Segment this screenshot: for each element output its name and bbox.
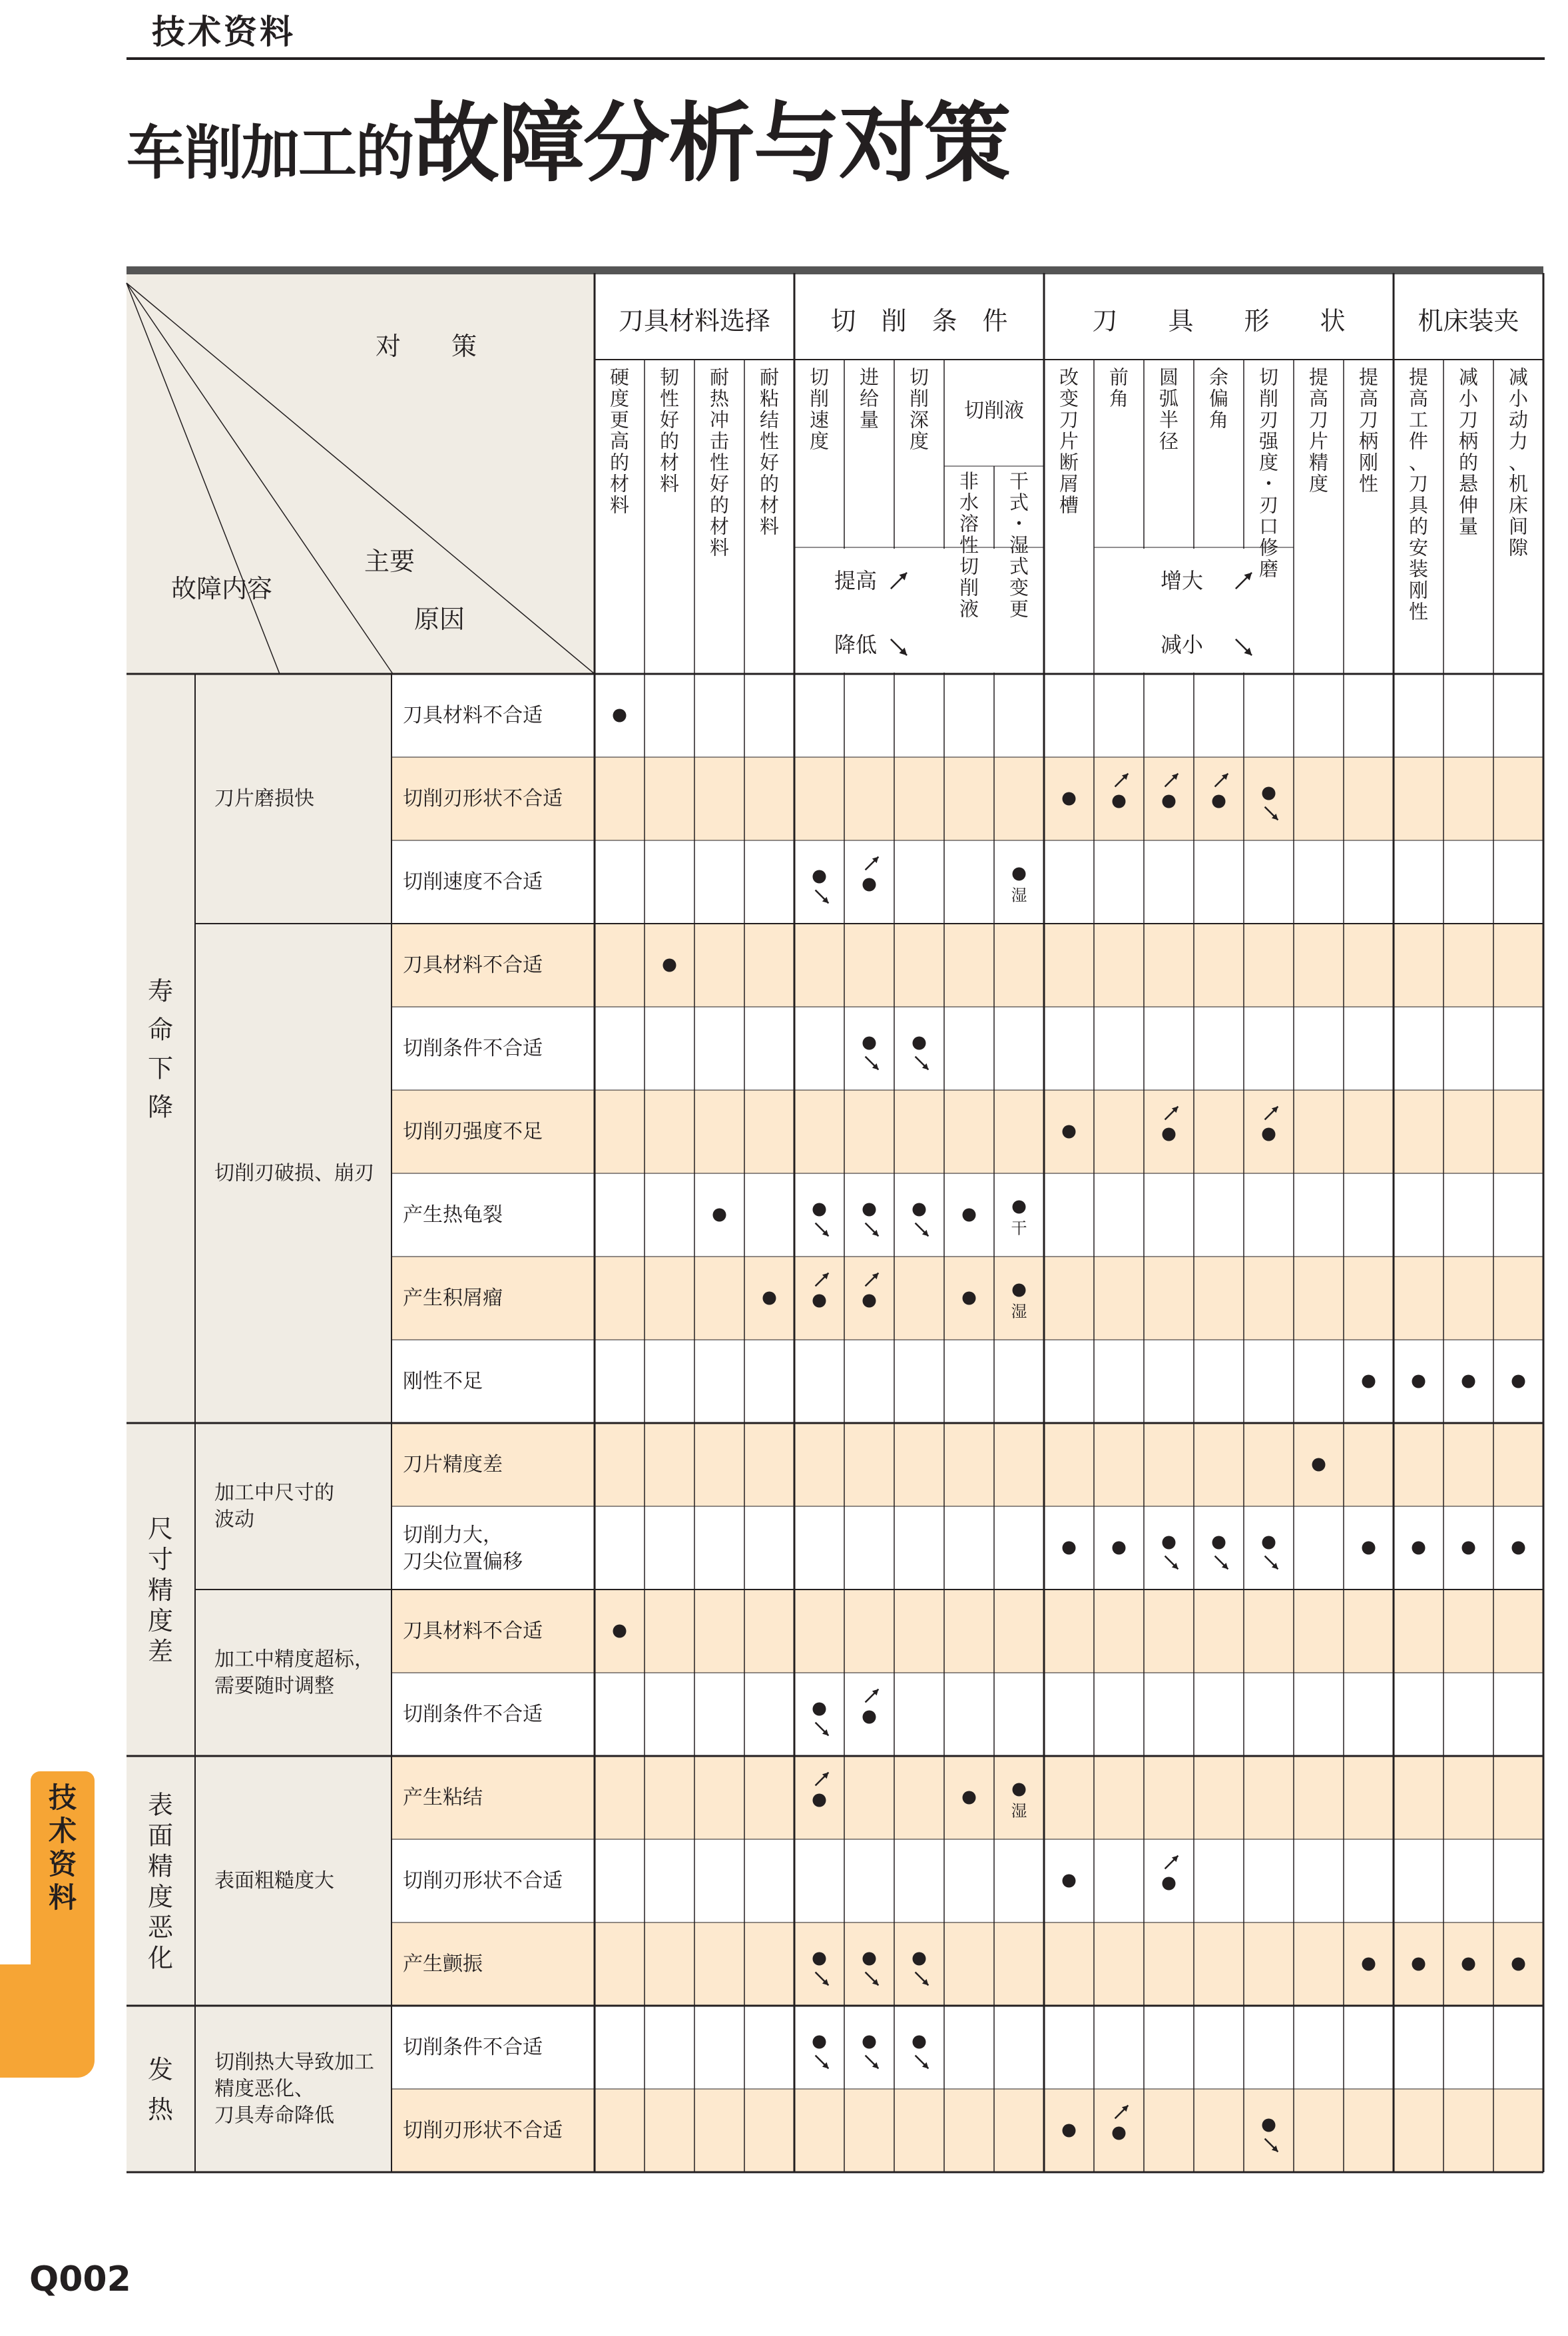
cause-label-17: 切削刃形状不合适	[403, 2119, 563, 2142]
dot-mark	[1212, 1536, 1226, 1550]
column-header-11: 圆弧半径	[1159, 366, 1179, 453]
page-title-emphasis: 故障分析与对策	[413, 93, 1010, 194]
side-tab-base	[0, 1964, 95, 2078]
mark-r0-c0	[613, 709, 627, 723]
dot-mark	[1013, 1284, 1026, 1297]
mark-r10-c16	[1412, 1542, 1426, 1555]
mark-r3-c1	[663, 959, 676, 972]
mark-r4-c5	[863, 1037, 879, 1070]
mark-r7-c7	[963, 1292, 976, 1305]
mark-r4-c6	[913, 1037, 929, 1070]
dot-mark	[1063, 2124, 1076, 2138]
mark-r10-c10	[1113, 1542, 1126, 1555]
dot-mark	[913, 1037, 926, 1050]
mark-r7-c3	[763, 1292, 776, 1305]
dot-mark	[1312, 1458, 1326, 1472]
legend-shape-up: 增大	[1160, 568, 1204, 593]
corner-cell-bg	[127, 273, 595, 674]
row-shade	[392, 924, 1543, 1007]
mark-r6-c7	[963, 1209, 976, 1222]
table-top-bar	[127, 266, 1543, 274]
column-header-7: 非水溶性切削液	[959, 469, 979, 621]
dot-mark	[1262, 2119, 1276, 2132]
dot-mark	[863, 1295, 876, 1308]
column-header-14: 提高刀片精度	[1308, 366, 1329, 495]
mark-r15-c18	[1512, 1958, 1525, 1971]
dot-mark	[913, 2036, 926, 2049]
column-header-6: 切削深度	[909, 366, 929, 453]
phenomenon-label-2: 加工中尺寸的波动	[214, 1481, 334, 1532]
cause-label-14: 切削刃形状不合适	[403, 1869, 563, 1893]
column-header-12: 余偏角	[1208, 366, 1229, 432]
dot-mark	[1163, 1128, 1176, 1141]
dot-mark	[863, 878, 876, 892]
mark-r10-c11	[1163, 1536, 1178, 1570]
cause-label-10: 切削力大，刀尖位置偏移	[403, 1524, 523, 1574]
dot-mark	[1262, 1128, 1276, 1141]
cause-label-9: 刀片精度差	[403, 1453, 503, 1476]
phenomenon-label-0: 刀片磨损快	[214, 787, 314, 810]
mark-r15-c17	[1462, 1958, 1475, 1971]
dot-mark	[1512, 1542, 1525, 1555]
mark-r10-c18	[1512, 1542, 1525, 1555]
mark-r6-c4	[813, 1203, 829, 1237]
dot-note: 干	[1011, 1219, 1027, 1238]
dot-mark	[1013, 868, 1026, 881]
mark-r9-c14	[1312, 1458, 1326, 1472]
mark-r8-c16	[1412, 1375, 1426, 1388]
dot-mark	[1063, 1875, 1076, 1888]
mark-r2-c4	[813, 870, 829, 904]
coolant-header: 切削液	[964, 399, 1024, 423]
dot-mark	[1462, 1542, 1475, 1555]
column-header-0: 硬度更高的材料	[609, 366, 630, 517]
legend-shape-down: 减小	[1160, 632, 1204, 657]
dot-mark	[613, 1625, 627, 1638]
category-label-2: 表面精度恶化	[147, 1790, 174, 1973]
section-header: 技术资料	[152, 13, 296, 51]
cause-label-6: 产生热龟裂	[403, 1203, 503, 1227]
dot-mark	[863, 1711, 876, 1724]
column-header-13: 切削刃强度・刃口修磨	[1258, 366, 1279, 581]
dot-mark	[963, 1791, 976, 1805]
dot-note: 湿	[1011, 886, 1027, 905]
dot-mark	[813, 1703, 826, 1716]
mark-r8-c15	[1362, 1375, 1376, 1388]
mark-r10-c12	[1212, 1536, 1228, 1570]
dot-note: 湿	[1011, 1801, 1027, 1821]
column-header-10: 前角	[1109, 366, 1129, 410]
legend-cut-down: 降低	[834, 632, 878, 657]
mark-r6-c2	[713, 1209, 726, 1222]
cause-label-16: 切削条件不合适	[403, 2036, 543, 2059]
corner-label-bottom: 原因	[413, 605, 465, 634]
column-header-2: 耐热冲击性好的材料	[709, 366, 730, 559]
column-header-17: 减小刀柄的悬伸量	[1458, 366, 1479, 538]
dot-mark	[1063, 1542, 1076, 1555]
dot-mark	[963, 1209, 976, 1222]
column-header-16: 提高工件、刀具的安装刚性	[1408, 366, 1429, 623]
page-number: Q002	[29, 2259, 131, 2299]
row-shade	[392, 1090, 1543, 1173]
mark-r7-c8	[1011, 1284, 1027, 1321]
dot-mark	[1462, 1958, 1475, 1971]
dot-mark	[1013, 1201, 1026, 1214]
cause-label-7: 产生积屑瘤	[403, 1287, 503, 1310]
dot-mark	[963, 1292, 976, 1305]
mark-r16-c6	[913, 2036, 929, 2069]
row-shade	[392, 1590, 1543, 1673]
legend-cut-bg	[796, 549, 1043, 673]
dot-mark	[863, 1203, 876, 1217]
mark-r1-c9	[1063, 792, 1076, 806]
cause-label-8: 刚性不足	[403, 1370, 483, 1393]
mark-r14-c9	[1063, 1875, 1076, 1888]
dot-mark	[1412, 1958, 1426, 1971]
dot-mark	[1412, 1375, 1426, 1388]
mark-r2-c5	[863, 857, 879, 892]
group-header-0: 刀具材料选择	[618, 306, 771, 336]
column-header-5: 进给量	[859, 366, 880, 432]
dot-mark	[763, 1292, 776, 1305]
column-header-4: 切削速度	[809, 366, 830, 453]
mark-r12-c4	[813, 1703, 829, 1736]
cause-label-15: 产生颤振	[403, 1952, 483, 1976]
dot-mark	[1163, 1536, 1176, 1550]
dot-mark	[713, 1209, 726, 1222]
corner-label-top: 对 策	[375, 332, 477, 361]
corner-label-mid: 主要	[364, 547, 415, 576]
dot-mark	[1262, 787, 1276, 800]
dot-mark	[1113, 1542, 1126, 1555]
dot-mark	[1462, 1375, 1475, 1388]
dot-mark	[1013, 1783, 1026, 1797]
dot-mark	[913, 1203, 926, 1217]
category-label-3: 发热	[147, 2055, 174, 2124]
column-header-1: 韧性好的材料	[659, 366, 680, 495]
cause-label-1: 切削刃形状不合适	[403, 787, 563, 810]
mark-r16-c4	[813, 2036, 829, 2069]
group-header-3: 机床装夹	[1418, 306, 1519, 336]
cause-label-4: 切削条件不合适	[403, 1037, 543, 1060]
mark-r8-c17	[1462, 1375, 1475, 1388]
mark-r16-c5	[863, 2036, 879, 2069]
mark-r10-c17	[1462, 1542, 1475, 1555]
dot-mark	[813, 1203, 826, 1217]
mark-r11-c0	[613, 1625, 627, 1638]
mark-r8-c18	[1512, 1375, 1525, 1388]
cause-label-13: 产生粘结	[403, 1786, 483, 1809]
row-shade	[392, 2089, 1543, 2172]
mark-r14-c11	[1163, 1856, 1178, 1891]
phenomenon-label-1: 切削刃破损、崩刃	[214, 1161, 374, 1185]
dot-mark	[1362, 1542, 1376, 1555]
mark-r10-c13	[1262, 1536, 1278, 1570]
mark-r6-c8	[1011, 1201, 1027, 1238]
dot-mark	[1212, 795, 1226, 808]
cause-label-11: 刀具材料不合适	[403, 1619, 543, 1643]
dot-mark	[1113, 2127, 1126, 2140]
dot-mark	[1163, 1877, 1176, 1891]
mark-r10-c9	[1063, 1542, 1076, 1555]
mark-r2-c8	[1011, 868, 1027, 905]
dot-mark	[813, 870, 826, 884]
mark-r5-c9	[1063, 1125, 1076, 1139]
category-label-1: 尺寸精度差	[147, 1514, 174, 1666]
mark-r13-c7	[963, 1791, 976, 1805]
dot-mark	[663, 959, 676, 972]
dot-note: 湿	[1011, 1302, 1027, 1321]
dot-mark	[813, 1295, 826, 1308]
phenomenon-label-4: 表面粗糙度大	[214, 1869, 334, 1893]
mark-r12-c5	[863, 1689, 879, 1724]
dot-mark	[813, 1952, 826, 1966]
cause-label-0: 刀具材料不合适	[403, 704, 543, 727]
dot-mark	[913, 1952, 926, 1966]
dot-mark	[1163, 795, 1176, 808]
cause-label-2: 切削速度不合适	[403, 870, 543, 894]
group-header-2: 刀 具 形 状	[1092, 306, 1346, 336]
dot-mark	[1512, 1958, 1525, 1971]
mark-r17-c9	[1063, 2124, 1076, 2138]
dot-mark	[1113, 795, 1126, 808]
column-header-18: 减小动力、机床间隙	[1508, 366, 1529, 559]
column-header-9: 改变刀片断屑槽	[1059, 366, 1079, 517]
dot-mark	[863, 2036, 876, 2049]
dot-mark	[1063, 1125, 1076, 1139]
mark-r6-c6	[913, 1203, 929, 1237]
dot-mark	[1362, 1958, 1376, 1971]
phenomenon-label-3: 加工中精度超标，需要随时调整	[214, 1647, 374, 1698]
legend-cut-up: 提高	[834, 568, 878, 593]
dot-mark	[1063, 792, 1076, 806]
dot-mark	[1512, 1375, 1525, 1388]
mark-r13-c8	[1011, 1783, 1027, 1821]
phenomenon-label-5: 切削热大导致加工精度恶化、刀具寿命降低	[214, 2050, 374, 2128]
dot-mark	[613, 709, 627, 723]
cause-label-5: 切削刃强度不足	[403, 1120, 543, 1143]
mark-r10-c15	[1362, 1542, 1376, 1555]
dot-mark	[1362, 1375, 1376, 1388]
category-label-0: 寿命下降	[147, 976, 174, 1122]
column-header-15: 提高刀柄刚性	[1358, 366, 1379, 495]
side-tab-label	[31, 1781, 95, 1914]
dot-mark	[1412, 1542, 1426, 1555]
dot-mark	[863, 1037, 876, 1050]
mark-r15-c15	[1362, 1958, 1376, 1971]
page-title-main: 车削加工的	[127, 119, 413, 187]
mark-r15-c16	[1412, 1958, 1426, 1971]
row-shade	[392, 757, 1543, 840]
column-header-3: 耐粘结性好的材料	[759, 366, 780, 538]
column-header-8: 干式・湿式变更	[1009, 469, 1029, 621]
side-tab-text: 技术资料	[49, 1781, 77, 1914]
dot-mark	[813, 2036, 826, 2049]
corner-label-left: 故障内容	[170, 574, 273, 603]
group-header-1: 切 削 条 件	[830, 306, 1008, 336]
mark-r6-c5	[863, 1203, 879, 1237]
dot-mark	[813, 1794, 826, 1807]
dot-mark	[863, 1952, 876, 1966]
dot-mark	[1262, 1536, 1276, 1550]
cause-label-12: 切削条件不合适	[403, 1703, 543, 1726]
row-shade	[392, 1423, 1543, 1506]
cause-label-3: 刀具材料不合适	[403, 954, 543, 977]
